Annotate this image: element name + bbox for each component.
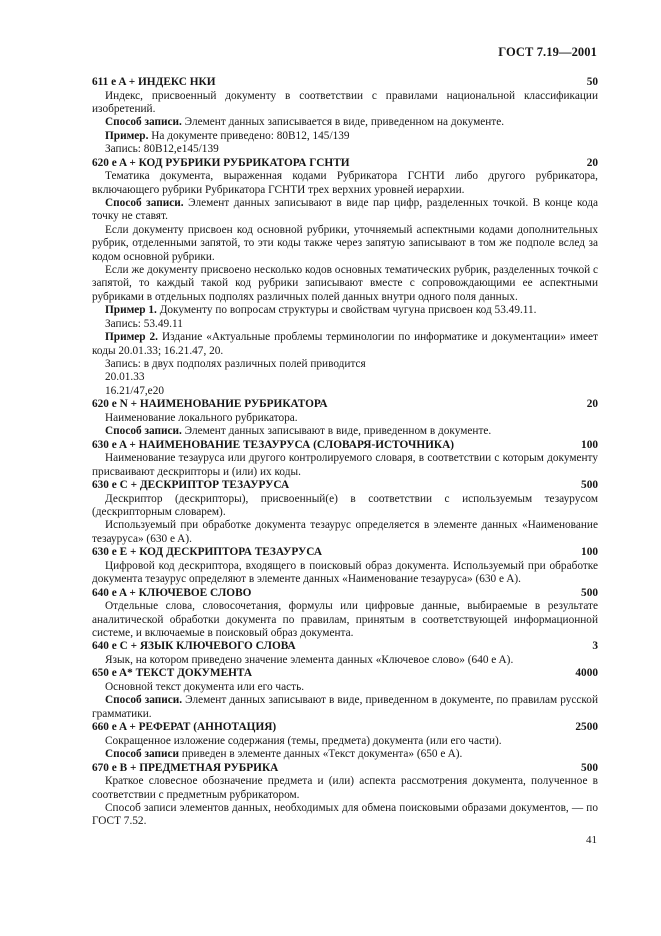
paragraph-text: Отдельные слова, словосочетания, формулы или цифровые данные, выбираемые в результате аналитической обработки документа по правилам, принятым в соответствующей информационной системе, и включаемые в поисковый образ документа.: [92, 600, 598, 639]
field-paragraph: [92, 264, 598, 304]
field-heading: [92, 157, 598, 171]
paragraph-text: Используемый при обработке документа тезаурус определяется в элементе данных «Наименование тезауруса» (630 e A).: [92, 519, 598, 545]
field-paragraph: [92, 224, 598, 264]
paragraph-text: Краткое словесное обозначение предмета и (или) аспекта рассмотрения документа, полученное в соответствии с предметным рубрикатором.: [92, 775, 598, 801]
field-paragraph: [92, 748, 598, 761]
field-length: 20: [586, 398, 598, 411]
field-paragraph: [92, 412, 598, 425]
field-code-title: 620 e A + КОД РУБРИКИ РУБРИКАТОРА ГСНТИ: [92, 156, 350, 169]
paragraph-text: 16.21/47,e20: [105, 384, 164, 397]
field-heading: [92, 76, 598, 90]
paragraph-text: Наименование тезауруса или другого контролируемого словаря, в соответствии с которым документу присваивают дескрипторы и (или) их коды.: [92, 452, 598, 478]
paragraph-text: Способ записи элементов данных, необходимых для обмена поисковыми образами документов, — по ГОСТ 7.52.: [92, 802, 598, 828]
field-heading: [92, 479, 598, 493]
field-length: 500: [581, 478, 598, 491]
field-length: 500: [581, 761, 598, 774]
paragraph-text: Элемент данных записывают в виде пар цифр, разделенных точкой. В конце кода точку не ставят.: [92, 197, 599, 223]
paragraph-text: Элемент данных записывается в виде, приведенном на документе.: [181, 116, 505, 129]
paragraph-text: Запись: 80B12,e145/139: [105, 143, 219, 156]
page-header: ГОСТ 7.19—2001: [498, 45, 597, 59]
field-length: 50: [586, 76, 598, 88]
paragraph-text: На документе приведено: 80B12, 145/139: [148, 129, 350, 142]
field-code-title: 650 e A* ТЕКСТ ДОКУМЕНТА: [92, 667, 253, 680]
field-code-title: 620 e N + НАИМЕНОВАНИЕ РУБРИКАТОРА: [92, 398, 328, 411]
paragraph-text: Документу по вопросам структуры и свойствам чугуна присвоен код 53.49.11.: [156, 304, 537, 317]
paragraph-text: Если документу присвоен код основной рубрики, уточняемый аспектными кодами дополнительных рубрик, отделенными запятой, то эти коды также через запятую записывают в том же подполе вслед за кодом основной рубрики.: [92, 223, 598, 263]
field-paragraph: [92, 519, 598, 546]
field-paragraph: [92, 130, 598, 143]
field-paragraph: [92, 116, 598, 129]
field-paragraph: [92, 371, 598, 384]
field-paragraph: [92, 358, 598, 371]
paragraph-text: Дескриптор (дескрипторы), присвоенный(е) в соответствии с используемым тезаурусом (дескрипторным словарем).: [92, 492, 598, 518]
paragraph-label: Способ записи.: [105, 197, 184, 210]
paragraph-text: приведен в элементе данных «Текст документа» (650 e A).: [179, 748, 463, 761]
field-heading: [92, 667, 598, 681]
field-paragraph: [92, 681, 598, 694]
field-code-title: 611 e A + ИНДЕКС НКИ: [92, 76, 216, 88]
field-length: 100: [581, 438, 598, 451]
paragraph-text: Издание «Актуальные проблемы терминологии по информатике и документации» имеет коды 20.01.33; 16.21.47, 20.: [92, 331, 598, 357]
document-body: [92, 76, 598, 829]
field-length: 3: [592, 640, 598, 653]
paragraph-text: Тематика документа, выраженная кодами Рубрикатора ГСНТИ либо другого рубрикатора, включающего рубрики Рубрикатора ГСНТИ трех верхних уровней иерархии.: [92, 170, 598, 196]
field-code-title: 640 e A + КЛЮЧЕВОЕ СЛОВО: [92, 586, 252, 599]
field-code-title: 670 e B + ПРЕДМЕТНАЯ РУБРИКА: [92, 761, 279, 774]
paragraph-text: Основной текст документа или его часть.: [105, 680, 305, 693]
field-paragraph: [92, 197, 598, 224]
field-heading: [92, 439, 598, 453]
paragraph-text: Индекс, присвоенный документу в соответствии с правилами национальной классификации изобретений.: [92, 89, 598, 115]
paragraph-text: Если же документу присвоено несколько кодов основных тематических рубрик, разделенных точкой с запятой, то каждый такой код рубрики записывают вместе с сопровождающими ее аспектными рубриками в отдельных подполях различных полей данных внутри одного поля данных.: [92, 264, 598, 303]
field-paragraph: [92, 385, 598, 398]
paragraph-text: Запись: 53.49.11: [105, 317, 183, 330]
field-length: 2500: [575, 721, 598, 734]
field-paragraph: [92, 600, 598, 640]
field-length: 20: [586, 156, 598, 169]
field-code-title: 640 e C + ЯЗЫК КЛЮЧЕВОГО СЛОВА: [92, 640, 296, 653]
paragraph-label: Способ записи.: [105, 425, 182, 438]
field-paragraph: [92, 654, 598, 667]
field-length: 4000: [575, 667, 598, 680]
paragraph-text: Элемент данных записывают в виде, приведенном в документе.: [181, 425, 492, 438]
page-number: 41: [586, 834, 597, 846]
field-paragraph: [92, 425, 598, 438]
field-code-title: 630 e A + НАИМЕНОВАНИЕ ТЕЗАУРУСА (СЛОВАРЯ-ИСТОЧНИКА): [92, 438, 455, 451]
field-paragraph: [92, 318, 598, 331]
paragraph-label: Пример 1.: [105, 304, 157, 317]
field-paragraph: [92, 802, 598, 829]
paragraph-text: Запись: в двух подполях различных полей приводится: [105, 357, 366, 370]
paragraph-text: Язык, на котором приведено значение элемента данных «Ключевое слово» (640 e A).: [105, 653, 514, 666]
field-paragraph: [92, 694, 598, 721]
paragraph-text: 20.01.33: [105, 371, 145, 384]
field-paragraph: [92, 452, 598, 479]
field-length: 500: [581, 586, 598, 599]
field-paragraph: [92, 170, 598, 197]
field-heading: [92, 546, 598, 560]
field-heading: [92, 721, 598, 735]
paragraph-label: Способ записи.: [105, 116, 182, 129]
field-code-title: 630 e C + ДЕСКРИПТОР ТЕЗАУРУСА: [92, 478, 290, 491]
field-length: 100: [581, 546, 598, 559]
field-code-title: 660 e A + РЕФЕРАТ (АННОТАЦИЯ): [92, 721, 277, 734]
paragraph-text: Элемент данных записывают в виде, приведенном в документе, по правилам русской грамматики.: [92, 694, 599, 720]
field-heading: [92, 398, 598, 412]
paragraph-label: Способ записи: [105, 748, 180, 761]
field-paragraph: [92, 331, 598, 358]
field-heading: [92, 762, 598, 776]
field-paragraph: [92, 775, 598, 802]
paragraph-label: Пример.: [105, 129, 149, 142]
field-paragraph: [92, 560, 598, 587]
paragraph-text: Сокращенное изложение содержания (темы, предмета) документа (или его части).: [105, 734, 502, 747]
paragraph-label: Способ записи.: [105, 694, 183, 707]
field-paragraph: [92, 143, 598, 156]
field-paragraph: [92, 304, 598, 317]
paragraph-label: Пример 2.: [105, 331, 158, 344]
field-heading: [92, 587, 598, 601]
field-paragraph: [92, 735, 598, 748]
field-heading: [92, 640, 598, 654]
field-code-title: 630 e E + КОД ДЕСКРИПТОРА ТЕЗАУРУСА: [92, 546, 322, 559]
field-paragraph: [92, 90, 598, 117]
field-paragraph: [92, 493, 598, 520]
paragraph-text: Цифровой код дескриптора, входящего в поисковый образ документа. Используемый при обработке документа тезаурус определяют в элементе данных «Наименование тезауруса» (630 e A).: [92, 559, 598, 586]
paragraph-text: Наименование локального рубрикатора.: [105, 411, 298, 424]
